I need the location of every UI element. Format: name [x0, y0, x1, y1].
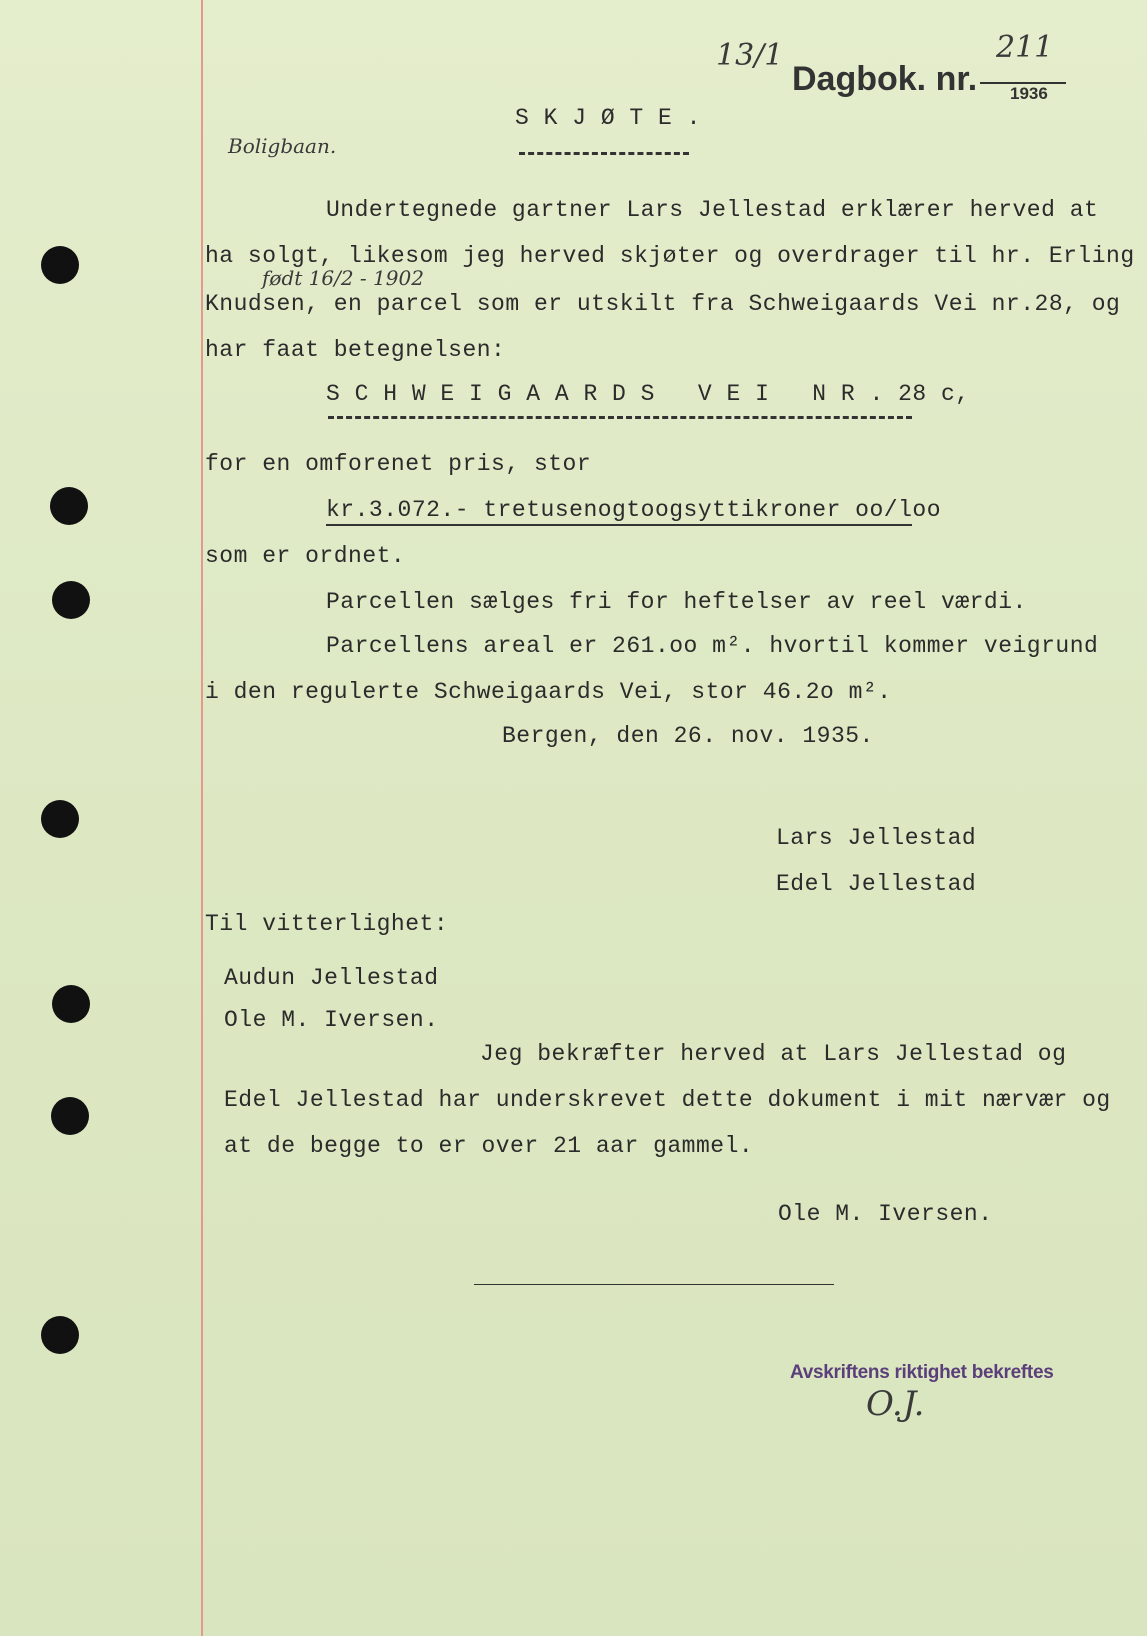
punch-hole — [52, 985, 90, 1023]
witness-name: Ole M. Iversen. — [224, 1007, 439, 1033]
witness-name: Audun Jellestad — [224, 965, 439, 991]
confirmation-line: Edel Jellestad har underskrevet dette dokument i mit nærvær og — [224, 1087, 1111, 1113]
confirmation-line: Jeg bekræfter herved at Lars Jellestad og — [480, 1041, 1067, 1067]
handwritten-birth: født 16/2 - 1902 — [262, 266, 424, 290]
body-line: i den regulerte Schweigaards Vei, stor 46.2o m². — [205, 679, 892, 705]
journal-number-line — [980, 82, 1066, 84]
place-date: Bergen, den 26. nov. 1935. — [502, 723, 874, 749]
punch-hole — [41, 246, 79, 284]
title-underline — [519, 152, 689, 155]
body-line: ha solgt, likesom jeg herved skjøter og overdrager til hr. Erling — [205, 243, 1135, 269]
closing-rule — [474, 1284, 834, 1285]
body-line: Knudsen, en parcel som er utskilt fra Schweigaards Vei nr.28, og — [205, 291, 1121, 317]
punch-hole — [50, 487, 88, 525]
stamp-initials: O.J. — [866, 1384, 925, 1424]
price-amount: kr.3.072.- tretusenogtoogsyttikroner oo/loo — [326, 497, 941, 523]
body-line: for en omforenet pris, stor — [205, 451, 592, 477]
punch-hole — [51, 1097, 89, 1135]
punch-hole — [52, 581, 90, 619]
property-address: S C H W E I G A A R D S V E I N R . 28 c, — [326, 381, 970, 407]
punch-hole — [41, 800, 79, 838]
seller-signature: Lars Jellestad — [776, 825, 977, 851]
margin-note: Boligbaan. — [228, 134, 337, 158]
price-underline — [326, 524, 912, 526]
journal-number: 211 — [996, 30, 1054, 65]
certification-stamp: Avskriftens riktighet bekreftes — [790, 1362, 1054, 1383]
journal-label: Dagbok. nr. — [792, 60, 978, 98]
witness-heading: Til vitterlighet: — [205, 911, 449, 937]
journal-year: 1936 — [1010, 84, 1048, 103]
margin-line — [201, 0, 203, 1636]
body-line: Parcellen sælges fri for heftelser av reel værdi. — [326, 589, 1027, 615]
document-title: S K J Ø T E . — [515, 105, 701, 131]
body-line: Parcellens areal er 261.oo m². hvortil kommer veigrund — [326, 633, 1099, 659]
body-line: som er ordnet. — [205, 543, 406, 569]
confirmation-signer: Ole M. Iversen. — [778, 1201, 993, 1227]
journal-date: 13/1 — [716, 38, 784, 73]
body-line: har faat betegnelsen: — [205, 337, 506, 363]
address-underline — [328, 416, 912, 419]
body-line: Undertegnede gartner Lars Jellestad erklærer herved at — [326, 197, 1099, 223]
punch-hole — [41, 1316, 79, 1354]
confirmation-line: at de begge to er over 21 aar gammel. — [224, 1133, 754, 1159]
seller-signature: Edel Jellestad — [776, 871, 977, 897]
